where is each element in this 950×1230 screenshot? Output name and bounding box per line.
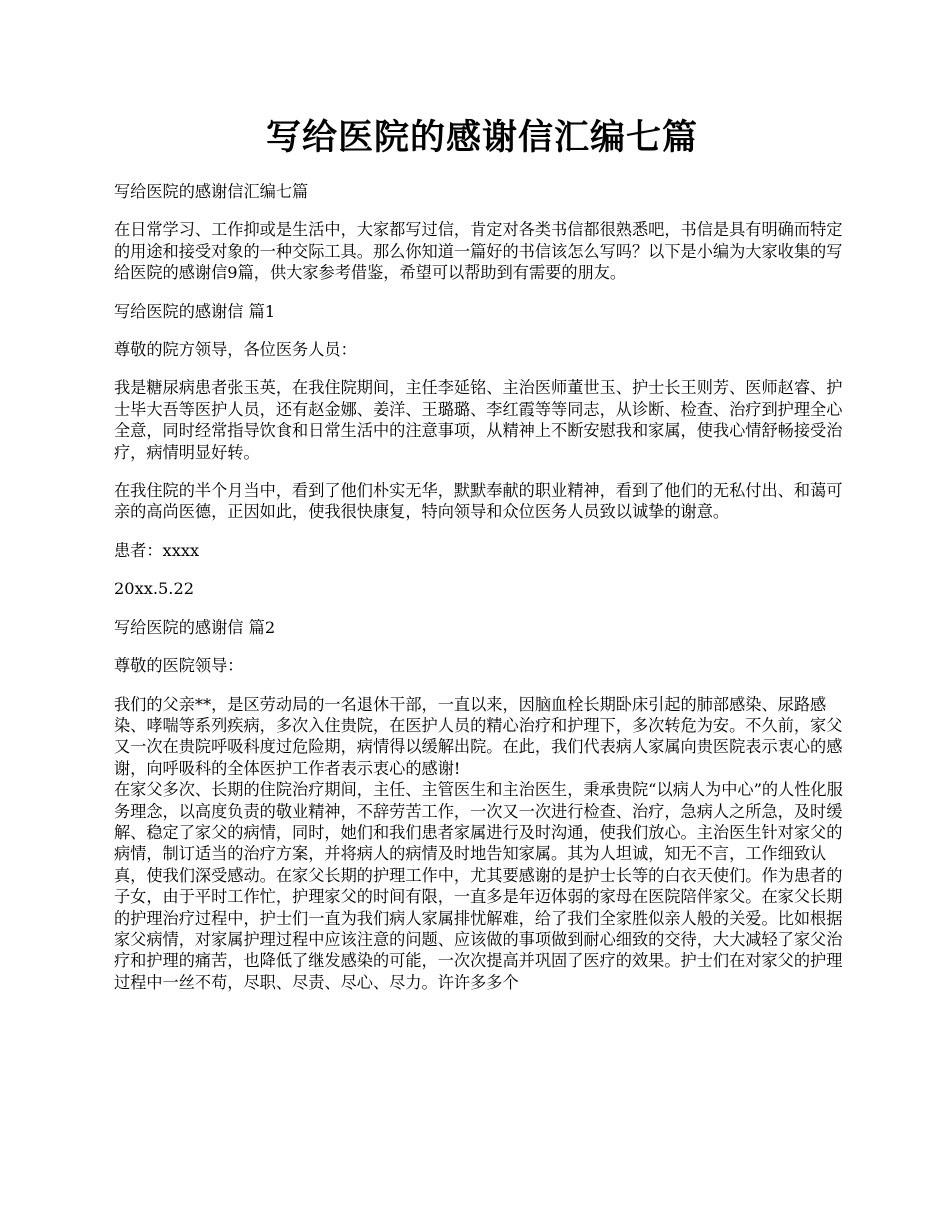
section-heading-2: 写给医院的感谢信 篇2 (114, 617, 276, 637)
document-title: 写给医院的感谢信汇编七篇 (265, 117, 698, 158)
salutation-1: 尊敬的院方领导，各位医务人员： (114, 340, 357, 360)
letter-1-date: 20xx.5.22 (114, 579, 195, 599)
salutation-2: 尊敬的医院领导： (114, 656, 244, 676)
letter-2-body-2: 在家父多次、长期的住院治疗期间，主任、主管医生和主治医生，秉承贵院“以病人为中心”的人性化服务理念，以高度负责的敬业精神，不辞劳苦工作，一次又一次进行检查、治疗，急病人之所急，及时缓解、稳定了家父的病情，同时，她们和我们患者家属进行及时沟通，使我们放心。主治医生针对家父的病情，制订适当的治疗方案，并将病人的病情及时地告知家属。其为人坦诚，知无不言，工作细致认真，使我们深受感动。在家父长期的护理工作中，尤其要感谢的是护士长等的白衣天使们。作为患者的子女，由于平时工作忙，护理家父的时间有限，一直多是年迈体弱的家母在医院陪伴家父。在家父长期的护理治疗过程中，护士们一直为我们病人家属排忧解难，给了我们全家胜似亲人般的关爱。比如根据家父病情，对家属护理过程中应该注意的问题、应该做的事项做到耐心细致的交待，大大减轻了家父治疗和护理的痛苦，也降低了继发感染的可能，一次次提高并巩固了医疗的效果。护士们在对家父的护理过程中一丝不苟，尽职、尽责、尽心、尽力。许许多多个 (114, 780, 843, 992)
subtitle-paragraph: 写给医院的感谢信汇编七篇 (114, 182, 309, 201)
letter-2-body-1: 我们的父亲**，是区劳动局的一名退休干部，一直以来，因脑血栓长期卧床引起的肺部感染、尿路感染、哮喘等系列疾病，多次入住贵院，在医护人员的精心治疗和护理下，多次转危为安。不久前，家父又一次在贵院呼吸科度过危险期，病情得以缓解出院。在此，我们代表病人家属向贵医院表示衷心的感谢，向呼吸科的全体医护工作者表示衷心的感谢! (114, 694, 843, 778)
letter-1-body-1: 我是糖尿病患者张玉英，在我住院期间，主任李延铭、主治医师董世玉、护士长王则芳、医师赵睿、护士毕大吾等医护人员，还有赵金娜、姜洋、王璐璐、李红霞等等同志，从诊断、检查、治疗到护理全心全意，同时经常指导饮食和日常生活中的注意事项，从精神上不断安慰我和家属，使我心情舒畅接受治疗，病情明显好转。 (114, 378, 843, 462)
intro-paragraph: 在日常学习、工作抑或是生活中，大家都写过信，肯定对各类书信都很熟悉吧，书信是具有明确而特定的用途和接受对象的一种交际工具。那么你知道一篇好的书信该怎么写吗？以下是小编为大家收集的写给医院的感谢信9篇，供大家参考借鉴，希望可以帮助到有需要的朋友。 (114, 220, 843, 283)
letter-1-signature: 患者：xxxx (114, 540, 200, 560)
section-heading-1: 写给医院的感谢信 篇1 (114, 301, 276, 321)
document-page (114, 0, 850, 993)
letter-1-body-2: 在我住院的半个月当中，看到了他们朴实无华，默默奉献的职业精神，看到了他们的无私付出、和蔼可亲的高尚医德，正因如此，使我很快康复，特向领导和众位医务人员致以诚挚的谢意。 (114, 481, 843, 522)
